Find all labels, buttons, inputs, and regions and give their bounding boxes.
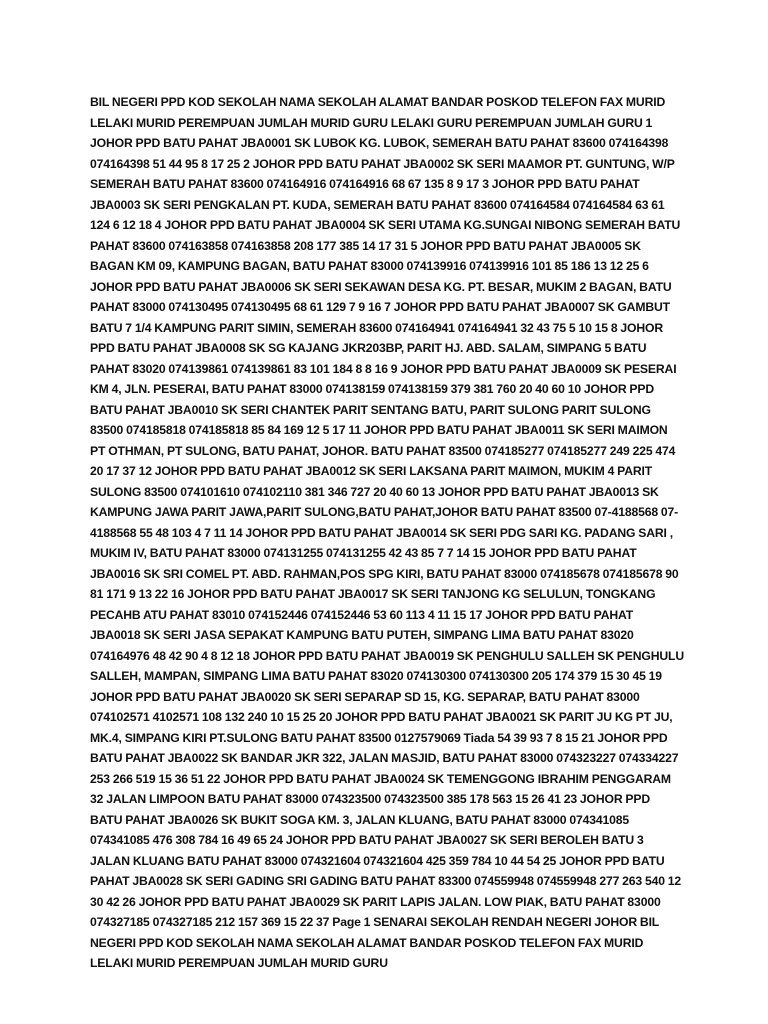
document-body-text: BIL NEGERI PPD KOD SEKOLAH NAMA SEKOLAH ALAMAT BANDAR POSKOD TELEFON FAX MURID LELAKI MURID PEREMPUAN JUMLAH MURID GURU LELAKI GURU PEREMPUAN JUMLAH GURU 1 JOHOR PPD BATU PAHAT JBA0001 SK LUBOK KG. LUBOK, SEMERAH BATU PAHAT 83600 074164398 074164398 51 44 95 8 17 25 2 JOHOR PPD BATU PAHAT JBA0002 SK SERI MAAMOR PT. GUNTUNG, W/P SEMERAH BATU PAHAT 83600 074164916 074164916 68 67 135 8 9 17 3 JOHOR PPD BATU PAHAT JBA0003 SK SERI PENGKALAN PT. KUDA, SEMERAH BATU PAHAT 83600 074164584 074164584 63 61 124 6 12 18 4 JOHOR PPD BATU PAHAT JBA0004 SK SERI UTAMA KG.SUNGAI NIBONG SEMERAH BATU PAHAT 83600 074163858 074163858 208 177 385 14 17 31 5 JOHOR PPD BATU PAHAT JBA0005 SK BAGAN KM 09, KAMPUNG BAGAN, BATU PAHAT 83000 074139916 074139916 101 85 186 13 12 25 6 JOHOR PPD BATU PAHAT JBA0006 SK SERI SEKAWAN DESA KG. PT. BESAR, MUKIM 2 BAGAN, BATU PAHAT 83000 074130495 074130495 68 61 129 7 9 16 7 JOHOR PPD BATU PAHAT JBA0007 SK GAMBUT BATU 7 1/4 KAMPUNG PARIT SIMIN, SEMERAH 83600 074164941 074164941 32 43 75 5 10 15 8 JOHOR PPD BATU PAHAT JBA0008 SK SG KAJANG JKR203BP, PARIT HJ. ABD. SALAM, SIMPANG 5 BATU PAHAT 83020 074139861 074139861 83 101 184 8 8 16 9 JOHOR PPD BATU PAHAT JBA0009 SK PESERAI KM 4, JLN. PESERAI, BATU PAHAT 83000 074138159 074138159 379 381 760 20 40 60 10 JOHOR PPD BATU PAHAT JBA0010 SK SERI CHANTEK PARIT SENTANG BATU, PARIT SULONG PARIT SULONG 83500 074185818 074185818 85 84 169 12 5 17 11 JOHOR PPD BATU PAHAT JBA0011 SK SERI MAIMON PT OTHMAN, PT SULONG, BATU PAHAT, JOHOR. BATU PAHAT 83500 074185277 074185277 249 225 474 20 17 37 12 JOHOR PPD BATU PAHAT JBA0012 SK SERI LAKSANA PARIT MAIMON, MUKIM 4 PARIT SULONG 83500 074101610 074102110 381 346 727 20 40 60 13 JOHOR PPD BATU PAHAT JBA0013 SK KAMPUNG JAWA PARIT JAWA,PARIT SULONG,BATU PAHAT,JOHOR BATU PAHAT 83500 07-4188568 07-4188568 55 48 103 4 7 11 14 JOHOR PPD BATU PAHAT JBA0014 SK SERI PDG SARI KG. PADANG SARI , MUKIM IV, BATU PAHAT 83000 074131255 074131255 42 43 85 7 7 14 15 JOHOR PPD BATU PAHAT JBA0016 SK SRI COMEL PT. ABD. RAHMAN,POS SPG KIRI, BATU PAHAT 83000 074185678 074185678 90 81 171 9 13 22 16 JOHOR PPD BATU PAHAT JBA0017 SK SERI TANJONG KG SELULUN, TONGKANG PECAHB ATU PAHAT 83010 074152446 074152446 53 60 113 4 11 15 17 JOHOR PPD BATU PAHAT JBA0018 SK SERI JASA SEPAKAT KAMPUNG BATU PUTEH, SIMPANG LIMA BATU PAHAT 83020 074164976 48 42 90 4 8 12 18 JOHOR PPD BATU PAHAT JBA0019 SK PENGHULU SALLEH SK PENGHULU SALLEH, MAMPAN, SIMPANG LIMA BATU PAHAT 83020 074130300 074130300 205 174 379 15 30 45 19 JOHOR PPD BATU PAHAT JBA0020 SK SERI SEPARAP SD 15, KG. SEPARAP, BATU PAHAT 83000 074102571 4102571 108 132 240 10 15 25 20 JOHOR PPD BATU PAHAT JBA0021 SK PARIT JU KG PT JU, MK.4, SIMPANG KIRI PT.SULONG BATU PAHAT 83500 0127579069 Tiada 54 39 93 7 8 15 21 JOHOR PPD BATU PAHAT JBA0022 SK BANDAR JKR 322, JALAN MASJID, BATU PAHAT 83000 074323227 074334227 253 266 519 15 36 51 22 JOHOR PPD BATU PAHAT JBA0024 SK TEMENGGONG IBRAHIM PENGGARAM 32 JALAN LIMPOON BATU PAHAT 83000 074323500 074323500 385 178 563 15 26 41 23 JOHOR PPD BATU PAHAT JBA0026 SK BUKIT SOGA KM. 3, JALAN KLUANG, BATU PAHAT 83000 074341085 074341085 476 308 784 16 49 65 24 JOHOR PPD BATU PAHAT JBA0027 SK SERI BEROLEH BATU 3 JALAN KLUANG BATU PAHAT 83000 074321604 074321604 425 359 784 10 44 54 25 JOHOR PPD BATU PAHAT JBA0028 SK SERI GADING SRI GADING BATU PAHAT 83300 074559948 074559948 277 263 540 12 30 42 26 JOHOR PPD BATU PAHAT JBA0029 SK PARIT LAPIS JALAN. LOW PIAK, BATU PAHAT 83000 074327185 074327185 212 157 369 15 22 37 Page 1 SENARAI SEKOLAH RENDAH NEGERI JOHOR BIL NEGERI PPD KOD SEKOLAH NAMA SEKOLAH ALAMAT BANDAR POSKOD TELEFON FAX MURID LELAKI MURID PEREMPUAN JUMLAH MURID GURU bbox=[90, 95, 684, 970]
